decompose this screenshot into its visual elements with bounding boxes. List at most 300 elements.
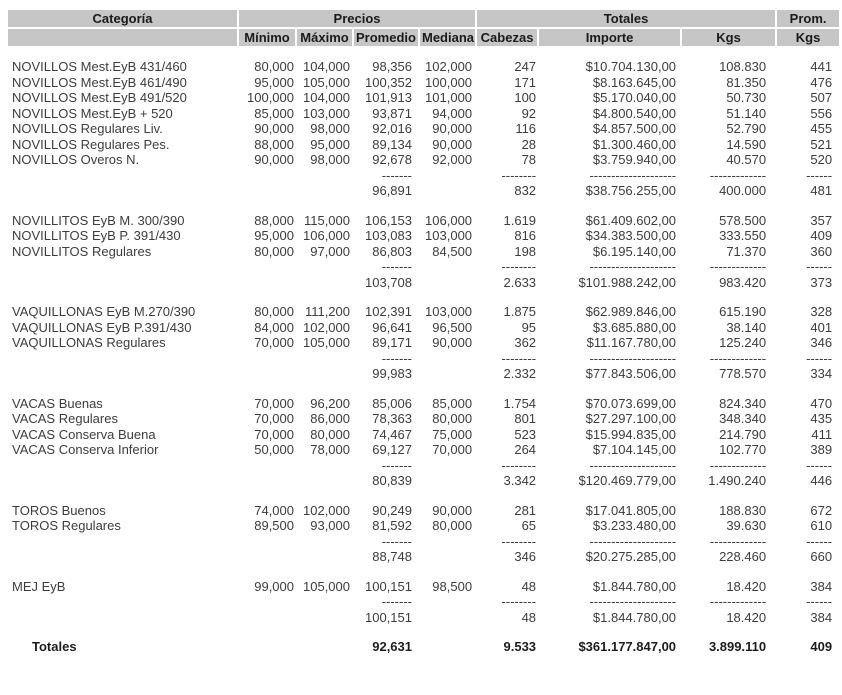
cell-empty (681, 625, 776, 639)
cell-cab: 65 (521, 518, 537, 533)
dash-imp: -------------------- (589, 259, 677, 274)
cell-empty (296, 639, 353, 655)
dash-cab: -------- (501, 533, 537, 549)
cell-max: 104,000 (303, 90, 350, 105)
cell-min: 88,000 (254, 212, 294, 228)
cell-min: 50,000 (254, 442, 294, 457)
table-row (8, 320, 839, 336)
subtotal-kgs: 778.570 (719, 366, 767, 381)
cell-cab: 523 (514, 426, 537, 442)
cell-med: 106,000 (425, 212, 473, 228)
cell-imp: $4.857.500,00 (592, 121, 677, 136)
cell-med: 80,000 (432, 411, 473, 426)
cell-empty (296, 458, 353, 474)
cell-empty (681, 489, 776, 503)
cell-med: 84,500 (432, 243, 473, 259)
cell-empty (681, 565, 776, 579)
cell-cat: NOVILLOS Regulares Liv. (12, 121, 163, 136)
table-body (8, 47, 839, 655)
total-cat: Totales (32, 639, 77, 654)
cell-pro: 106,153 (365, 212, 412, 228)
cell-empty (296, 534, 353, 550)
cell-empty (296, 47, 353, 59)
subtotal-pro: 103,708 (365, 274, 412, 290)
cell-empty (238, 168, 296, 184)
dash-kgs: ------------- (709, 167, 767, 183)
table-row (8, 213, 839, 229)
top-gap-row (8, 47, 839, 59)
cell-min: 100,000 (247, 90, 294, 105)
cell-empty (538, 199, 681, 213)
cell-empty (776, 199, 839, 213)
cell-imp: $8.163.645,00 (592, 74, 677, 90)
cell-empty (419, 639, 476, 655)
table-row (8, 90, 839, 106)
cell-empty (419, 199, 476, 213)
header-precios: Precios (238, 9, 476, 28)
cell-max: 115,000 (303, 212, 350, 228)
cell-med: 75,000 (432, 426, 473, 442)
cell-pro: 90,249 (372, 502, 412, 518)
cell-cat: TOROS Buenos (12, 502, 106, 518)
cell-cab: 28 (521, 136, 537, 152)
cell-pro: 69,127 (372, 442, 412, 457)
table-row (8, 335, 839, 351)
dash-imp: -------------------- (589, 594, 677, 609)
cell-cat: VAQUILLONAS EyB M.270/390 (12, 304, 196, 319)
cell-max: 103,000 (303, 105, 350, 121)
cell-empty (238, 458, 296, 474)
header-cabezas: Cabezas (476, 28, 538, 47)
cell-cat: NOVILLOS Mest.EyB + 520 (12, 105, 173, 121)
cell-max: 106,000 (303, 228, 350, 243)
cell-empty (238, 549, 296, 565)
cell-empty (296, 565, 353, 579)
spacer-row (8, 565, 839, 579)
cell-med: 102,000 (425, 59, 473, 74)
cell-cab: 281 (514, 502, 537, 518)
table-row (8, 59, 839, 75)
subtotal-imp: $1.844.780,00 (592, 609, 677, 625)
subtotal-kgs: 228.460 (719, 549, 767, 564)
cell-pro: 100,352 (365, 74, 412, 90)
cell-cat: NOVILLITOS EyB P. 391/430 (12, 228, 181, 243)
cell-med: 92,000 (432, 152, 473, 167)
subtotal-cab: 2.633 (503, 274, 537, 290)
subtotal-separator-row (8, 259, 839, 275)
cell-med: 90,000 (432, 136, 473, 152)
cell-cat: NOVILLOS Mest.EyB 491/520 (12, 90, 187, 105)
cell-empty (238, 534, 296, 550)
cell-empty (538, 489, 681, 503)
cell-pro: 92,016 (372, 121, 412, 136)
cell-imp: $5.170.040,00 (592, 90, 677, 105)
cell-empty (238, 366, 296, 382)
cell-pro: 86,803 (372, 243, 412, 259)
cell-pro: 96,641 (372, 319, 412, 335)
cell-empty (419, 610, 476, 626)
cell-empty (419, 549, 476, 565)
cell-empty (296, 351, 353, 367)
subtotal-row (8, 183, 839, 199)
dash-cab: -------- (501, 594, 537, 609)
cell-cat: VACAS Conserva Buena (12, 426, 156, 442)
cell-cab: 1.754 (503, 395, 537, 411)
cell-kgs: 333.550 (719, 228, 767, 243)
cell-kgs: 578.500 (719, 212, 767, 228)
cell-empty (8, 565, 238, 579)
subtotal-row (8, 275, 839, 291)
cell-empty (419, 351, 476, 367)
cell-cab: 1.875 (503, 304, 537, 319)
cell-min: 70,000 (254, 335, 294, 350)
cell-pkg: 470 (810, 395, 833, 411)
subtotal-cab: 3.342 (503, 473, 537, 488)
dash-pro: ------- (381, 167, 412, 183)
cell-kgs: 38.140 (726, 319, 767, 335)
cell-max: 80,000 (310, 426, 350, 442)
cell-empty (538, 565, 681, 579)
cell-min: 70,000 (254, 426, 294, 442)
cell-pkg: 346 (810, 335, 833, 350)
cell-min: 74,000 (254, 502, 294, 518)
header-prom: Prom. (776, 9, 839, 28)
dash-kgs: ------------- (709, 259, 767, 274)
cell-max: 105,000 (303, 335, 350, 350)
cell-imp: $1.300.460,00 (592, 136, 677, 152)
cell-cat: VAQUILLONAS EyB P.391/430 (12, 319, 192, 335)
cell-cab: 78 (521, 152, 537, 167)
cell-empty (419, 47, 476, 59)
cell-cab: 116 (515, 121, 537, 136)
cell-min: 99,000 (254, 578, 294, 594)
cell-empty (238, 290, 296, 304)
cell-pkg: 389 (810, 442, 833, 457)
dash-imp: -------------------- (589, 350, 677, 366)
cell-empty (296, 549, 353, 565)
table-row (8, 396, 839, 412)
cell-imp: $34.383.500,00 (585, 228, 677, 243)
cell-empty (419, 290, 476, 304)
cell-cab: 95 (521, 319, 537, 335)
cell-cat: TOROS Regulares (12, 518, 121, 533)
cell-min: 84,000 (254, 319, 294, 335)
cell-max: 98,000 (310, 152, 350, 167)
subtotal-separator-row (8, 458, 839, 474)
cell-empty (8, 259, 238, 275)
cell-empty (296, 594, 353, 610)
cell-cat: NOVILLOS Regulares Pes. (12, 136, 170, 152)
cell-empty (238, 183, 296, 199)
dash-pro: ------- (381, 457, 412, 473)
cell-pkg: 441 (810, 59, 833, 74)
cell-imp: $1.844.780,00 (592, 578, 677, 594)
cell-empty (8, 168, 238, 184)
subtotal-pro: 80,839 (372, 473, 412, 488)
table-row (8, 411, 839, 427)
subtotal-cab: 48 (521, 609, 537, 625)
subtotal-row (8, 610, 839, 626)
cell-med: 80,000 (432, 518, 473, 533)
cell-med: 70,000 (432, 442, 473, 457)
cell-min: 89,500 (254, 518, 294, 533)
subtotal-row (8, 366, 839, 382)
cell-min: 95,000 (254, 228, 294, 243)
spacer-row (8, 382, 839, 396)
cell-empty (353, 47, 419, 59)
cell-min: 88,000 (254, 136, 294, 152)
cell-kgs: 50.730 (726, 90, 767, 105)
header-totales: Totales (476, 9, 776, 28)
cell-med: 94,000 (432, 105, 473, 121)
cell-imp: $62.989.846,00 (585, 304, 677, 319)
cell-empty (238, 47, 296, 59)
total-kgs: 3.899.110 (708, 639, 767, 654)
subtotal-pkg: 446 (810, 473, 833, 488)
cell-med: 96,500 (432, 319, 473, 335)
header-group-row (8, 9, 839, 28)
cell-empty (353, 290, 419, 304)
cell-empty (296, 473, 353, 489)
cell-cat: NOVILLITOS EyB M. 300/390 (12, 212, 185, 228)
dash-pro: ------- (381, 594, 412, 609)
cell-pro: 85,006 (372, 395, 412, 411)
cell-cat: NOVILLITOS Regulares (12, 243, 152, 259)
cell-cab: 801 (514, 411, 537, 426)
cell-pro: 92,678 (372, 152, 412, 167)
header-categoria: Categoría (8, 9, 238, 28)
cell-pkg: 520 (810, 152, 833, 167)
cell-empty (8, 625, 238, 639)
cell-kgs: 125.240 (719, 335, 767, 350)
cell-empty (419, 366, 476, 382)
totals-row (8, 639, 839, 655)
subtotal-imp: $38.756.255,00 (585, 183, 677, 198)
cell-empty (8, 366, 238, 382)
cell-pkg: 411 (811, 426, 833, 442)
cell-empty (296, 625, 353, 639)
subtotal-kgs: 983.420 (719, 274, 767, 290)
cell-empty (776, 489, 839, 503)
table-row (8, 106, 839, 122)
spacer-row (8, 489, 839, 503)
cell-pro: 100,151 (365, 578, 412, 594)
cell-empty (538, 382, 681, 396)
subtotal-cab: 832 (514, 183, 537, 198)
cell-med: 90,000 (432, 335, 473, 350)
header-kgs: Kgs (681, 28, 776, 47)
cell-empty (419, 183, 476, 199)
cell-empty (419, 565, 476, 579)
cell-empty (8, 47, 238, 59)
cell-kgs: 14.590 (726, 136, 767, 152)
cell-pro: 101,913 (365, 90, 412, 105)
cell-empty (8, 610, 238, 626)
subtotal-pro: 99,983 (372, 366, 412, 381)
cell-pkg: 384 (810, 578, 833, 594)
table-row (8, 152, 839, 168)
cell-min: 85,000 (254, 105, 294, 121)
cell-cat: MEJ EyB (12, 578, 66, 594)
cell-kgs: 108.830 (719, 59, 767, 74)
cell-empty (776, 382, 839, 396)
cell-empty (419, 275, 476, 291)
table-row (8, 75, 839, 91)
cell-imp: $17.041.805,00 (585, 502, 677, 518)
cell-max: 96,200 (310, 395, 350, 411)
cell-empty (353, 382, 419, 396)
cell-imp: $15.994.835,00 (585, 426, 677, 442)
cell-min: 80,000 (254, 304, 294, 319)
cell-empty (476, 290, 538, 304)
cell-max: 102,000 (303, 502, 350, 518)
cell-empty (776, 625, 839, 639)
total-pro: 92,631 (372, 639, 412, 654)
cell-cab: 362 (514, 335, 537, 350)
cell-empty (476, 47, 538, 59)
dash-cab: -------- (501, 259, 537, 274)
header-promedio: Promedio (353, 28, 419, 47)
cell-min: 70,000 (254, 411, 294, 426)
cell-kgs: 71.370 (726, 243, 767, 259)
cell-pkg: 556 (810, 105, 833, 121)
cell-empty (8, 199, 238, 213)
cell-empty (296, 610, 353, 626)
cell-empty (238, 594, 296, 610)
cell-med: 98,500 (432, 578, 473, 594)
cell-empty (8, 473, 238, 489)
cell-kgs: 40.570 (726, 152, 767, 167)
cell-pkg: 455 (810, 121, 833, 136)
cell-pkg: 409 (810, 228, 833, 243)
cell-kgs: 615.190 (719, 304, 767, 319)
cell-med: 85,000 (432, 395, 473, 411)
cell-cab: 816 (514, 228, 537, 243)
cell-empty (476, 382, 538, 396)
cell-empty (538, 47, 681, 59)
cell-pkg: 507 (810, 90, 833, 105)
total-pkg: 409 (810, 639, 833, 654)
header-maximo: Máximo (296, 28, 353, 47)
cell-empty (353, 625, 419, 639)
dash-kgs: ------------- (709, 533, 767, 549)
subtotal-kgs: 18.420 (726, 609, 767, 625)
cell-empty (296, 366, 353, 382)
subtotal-pkg: 481 (810, 183, 833, 198)
cell-med: 90,000 (432, 502, 473, 518)
cell-max: 95,000 (310, 136, 350, 152)
cell-empty (419, 534, 476, 550)
total-cab: 9.533 (503, 639, 537, 654)
dash-cab: -------- (501, 167, 537, 183)
cell-empty (8, 351, 238, 367)
cell-pro: 89,171 (372, 335, 412, 350)
table-row (8, 579, 839, 595)
cell-pro: 74,467 (372, 426, 412, 442)
cell-cab: 100 (514, 90, 537, 105)
cell-empty (476, 489, 538, 503)
cell-kgs: 824.340 (719, 395, 767, 411)
cell-min: 80,000 (254, 59, 294, 74)
cell-empty (681, 382, 776, 396)
subtotal-pkg: 660 (810, 549, 833, 564)
cell-kgs: 188.830 (719, 502, 767, 518)
cell-cat: NOVILLOS Mest.EyB 431/460 (12, 59, 187, 74)
cell-empty (238, 199, 296, 213)
header-categoria-blank (8, 28, 238, 47)
table-row (8, 304, 839, 320)
cell-empty (8, 275, 238, 291)
cell-med: 101,000 (425, 90, 473, 105)
cell-empty (476, 625, 538, 639)
subtotal-pkg: 384 (810, 609, 833, 625)
cell-cab: 247 (514, 59, 537, 74)
cell-pkg: 328 (810, 304, 833, 319)
dash-pkg: ------ (806, 259, 833, 274)
cell-empty (776, 565, 839, 579)
cell-pkg: 357 (810, 212, 833, 228)
cell-imp: $3.685.880,00 (592, 319, 677, 335)
header-mediana: Mediana (419, 28, 476, 47)
dash-pkg: ------ (806, 594, 833, 609)
cell-pro: 78,363 (372, 411, 412, 426)
subtotal-pkg: 373 (810, 274, 833, 290)
total-imp: $361.177.847,00 (578, 639, 677, 654)
cell-empty (296, 489, 353, 503)
cell-empty (419, 382, 476, 396)
cell-pkg: 435 (810, 411, 833, 426)
table-row (8, 137, 839, 153)
cell-empty (8, 534, 238, 550)
cell-kgs: 18.420 (726, 578, 767, 594)
cell-empty (238, 639, 296, 655)
cell-pkg: 360 (810, 243, 833, 259)
cell-empty (296, 199, 353, 213)
cell-med: 100,000 (425, 74, 473, 90)
cell-empty (681, 290, 776, 304)
subtotal-row (8, 549, 839, 565)
cell-empty (681, 199, 776, 213)
cell-max: 105,000 (303, 578, 350, 594)
spacer-row (8, 625, 839, 639)
cell-empty (476, 199, 538, 213)
subtotal-imp: $120.469.779,00 (578, 473, 677, 488)
cell-pro: 93,871 (372, 105, 412, 121)
spacer-row (8, 199, 839, 213)
cell-empty (419, 489, 476, 503)
cell-empty (538, 290, 681, 304)
cell-empty (681, 47, 776, 59)
subtotal-kgs: 400.000 (719, 183, 767, 198)
cell-empty (538, 625, 681, 639)
cell-kgs: 39.630 (726, 518, 767, 533)
cell-cab: 48 (521, 578, 537, 594)
cell-med: 90,000 (432, 121, 473, 136)
cell-pro: 102,391 (365, 304, 412, 319)
cell-max: 86,000 (310, 411, 350, 426)
cell-med: 103,000 (425, 228, 473, 243)
cell-empty (353, 565, 419, 579)
cell-empty (8, 489, 238, 503)
cell-empty (776, 290, 839, 304)
cell-kgs: 52.790 (726, 121, 767, 136)
dash-kgs: ------------- (709, 350, 767, 366)
cell-cab: 198 (514, 243, 537, 259)
cell-imp: $10.704.130,00 (585, 59, 677, 74)
table-row (8, 228, 839, 244)
cell-imp: $27.297.100,00 (585, 411, 677, 426)
cell-max: 78,000 (310, 442, 350, 457)
